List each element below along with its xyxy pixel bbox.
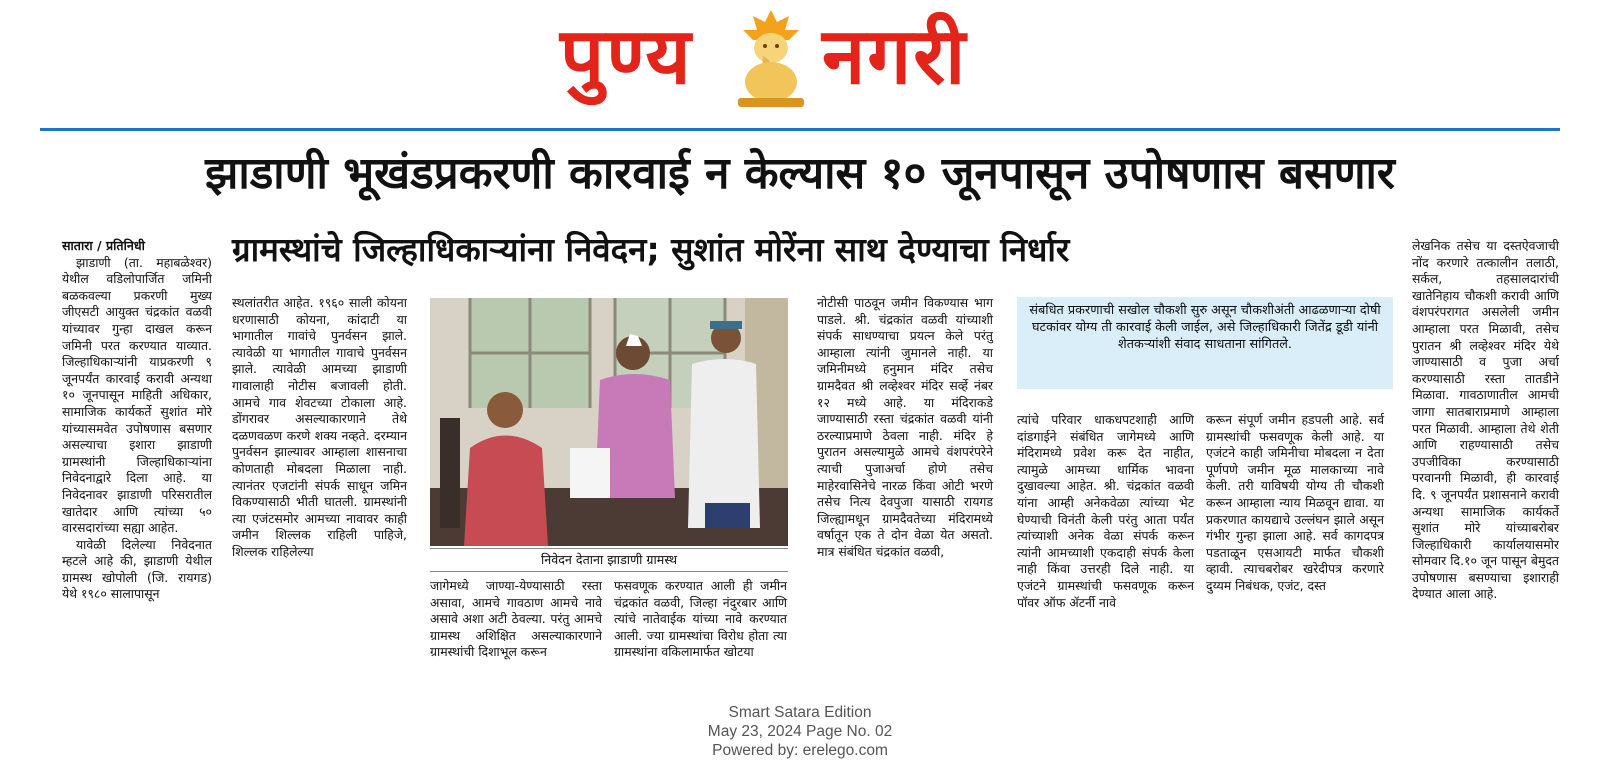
pull-quote-text: संबधित प्रकरणाची सखोल चौकशी सुरु असून चौकशीअंती आढळणाऱ्या दोषी घटकांवर योग्य ती कारवाई केली जाईल, असे जिल्हाधिकारी जितेंद्र डूडी यांनी शेतकऱ्यांशी संवाद साधताना सांगितले. xyxy=(1029,303,1381,353)
article-column-6 xyxy=(1017,412,1194,611)
masthead-title-left: पुण्य xyxy=(560,12,693,102)
masthead xyxy=(0,0,1600,120)
article-column-7 xyxy=(1206,412,1384,595)
article-headline: झाडाणी भूखंडप्रकरणी कारवाई न केल्यास १० जूनपासून उपोषणास बसणार xyxy=(205,148,1395,199)
article-column-2 xyxy=(232,295,407,561)
article-subheadline: ग्रामस्थांचे जिल्हाधिकाऱ्यांना निवेदन; सुशांत मोरेंना साथ देण्याचा निर्धार xyxy=(232,230,1070,269)
article-paragraph: नोटीसी पाठवून जमीन विकण्यास भाग पाडले. श्री. चंद्रकांत वळवी यांच्याशी संपर्क साधण्याचा प्रयत्न केले परंतु आम्हाला त्यांनी जुमानले नाही. या जमिनीमध्ये हनुमान मंदिर तसेच ग्रामदैवत श्री लव्हेश्वर मंदिर सर्व्हे नंबर १२ मध्ये आहे. या मंदिराकडे जाण्यासाठी रस्ता चंद्रकांत वळवी यांनी ठरल्याप्रमाणे ठेवला नाही. मंदिर हे पुरातन असल्यामुळे आमचे वंशपरंपरेने त्याची पुजाअर्चा होणे तसेच माहेरवासिनेचे नारळ किंवा ओटी भरणे तसेच नित्य देवपुजा यासाठी रायगड जिल्ह्यामधून ग्रामदैवतेच्या मंदिरामध्ये वर्षातून एक ते दोन वेळा येत असतो. मात्र संबंधित चंद्रकांत वळवी, xyxy=(817,295,993,559)
footer-edition: Smart Satara Edition xyxy=(728,704,872,721)
article-column-4 xyxy=(614,578,787,661)
article-paragraph: त्यांचे परिवार धाकधपटशाही आणि दांडगाईने संबंधित जागेमध्ये आणि मंदिरामध्ये प्रवेश करू देत नाहीत, त्यामुळे आमच्या धार्मिक भावना दुखावल्या आहेत. श्री. चंद्रकांत वळवी यांना आम्ही अनेकवेळा त्यांच्या भेट घेण्याची विनंती केली परंतु आता पर्यंत त्यांच्याशी अनेक वेळा संपर्क करून त्यांनी आमच्याशी एकदाही संपर्क केला नाही किंवा उत्तरही दिले नाही. या एजंटने ग्रामस्थांची फसवणूक करून पॉवर ऑफ ॲटर्नी नावे xyxy=(1017,412,1194,610)
article-paragraph: झाडाणी (ता. महाबळेश्वर) येथील वडिलोपार्जित जमिनी बळकवल्या प्रकरणी मुख्य जीएसटी आयुक्त चंद्रकांत वळवी यांच्यावर गुन्हा दाखल करून जमिनी परत करण्यात याव्यात. जिल्हाधिकाऱ्यांनी याप्रकरणी ९ जूनपर्यंत कारवाई करावी अन्यथा १० जूनपासून माहिती अधिकार, सामाजिक कार्यकर्ते सुशांत मोरे यांच्यासमवेत उपोषणास बसणार असल्याचा इशारा झाडाणी ग्रामस्थांनी जिल्हाधिकाऱ्यांना निवेदनाद्वारे दिला आहे. या निवेदनावर झाडाणी परिसरातील खातेदार आणि त्यांच्या ५० वारसदारांच्या सह्या आहेत. xyxy=(62,254,212,536)
article-column-1 xyxy=(62,238,212,603)
article-paragraph: लेखनिक तसेच या दस्तऐवजाची नोंद करणारे तत्कालीन तलाठी, सर्कल, तहसालदारांची खातेनिहाय चौकशी करावी आणि वंशपरंपरागत असलेली जमीन आम्हाला परत मिळावी, तसेच पुरातन श्री लव्हेश्वर मंदिर येथे जाण्यासाठी व पुजा अर्चा करण्यासाठी रस्ता तातडीने मिळावा. गावठाणातील आमची जागा सातबाराप्रमाणे आम्हाला परत मिळावी. आम्हाला तेथे शेती आणि राहण्यासाठी तसेच उपजीविका करण्यासाठी परवानगी मिळावी, ही कारवाई दि. ९ जूनपर्यंत प्रशासनाने करावी अन्यथा सामाजिक कार्यकर्ते सुशांत मोरे यांच्याबरोबर जिल्हाधिकारी कार्यालयासमोर सोमवार दि.१० जून पासून बेमुदत उपोषणास बसण्याचा इशाराही देण्यात आला आहे. xyxy=(1412,238,1559,602)
footer-powered-by: Powered by: erelego.com xyxy=(712,742,888,759)
photo-caption: निवेदन देताना झाडाणी ग्रामस्थ xyxy=(430,548,788,572)
article-paragraph: फसवणूक करण्यात आली ही जमीन चंद्रकांत वळवी, जिल्हा नंदुरबार आणि त्यांचे नातेवाईक यांच्या नावे करण्यात आली. ज्या ग्रामस्थांचा विरोध होता त्या ग्रामस्थांना वकिलामार्फत खोटया xyxy=(614,578,787,660)
article-column-3 xyxy=(430,578,602,661)
photo-block xyxy=(430,298,788,570)
article-paragraph: स्थलांतरीत आहेत. १९६० साली कोयना धरणासाठी कोयना, कांदाटी या भागातील गावांचे पुनर्वसन झाले. त्यावेळी या भागातील गावाचे पुनर्वसन झाले. त्यावेळी आमच्या झाडाणी गावालाही नोटीस बजावली होती. आमचे गाव शेवटच्या टोकाला आहे. डोंगरावर असल्याकारणाने तेथे दळणवळण करणे शक्य नव्हते. दरम्यान पुनर्वसन झाल्यावर आम्हाला शासनाचा कोणताही मोबदला मिळाला नाही. त्यानंतर एजटांनी संपर्क साधून जमिन विकण्यासाठी भीती घातली. ग्रामस्थांनी त्या एजंटसमोर आमच्या नावावर काही जमीन शिल्लक राहिली पाहिजे, शिल्लक राहिलेल्या xyxy=(232,295,407,559)
article-column-8 xyxy=(1412,238,1559,603)
masthead-title-right: नगरी xyxy=(822,12,968,102)
article-paragraph: जागेमध्ये जाण्या-येण्यासाठी रस्ता असावा, आमचे गावठाण आमचे नावे असावे अशा अटी ठेवल्या. परंतु आमचे ग्रामस्थ अशिक्षित असल्याकारणाने ग्रामस्थांची दिशाभूल करून xyxy=(430,578,602,660)
article-dateline: सातारा / प्रतिनिधी xyxy=(62,238,145,253)
edition-footer xyxy=(0,703,1600,760)
pull-quote-box xyxy=(1017,297,1393,389)
photo-villagers-submitting-memorandum xyxy=(430,298,788,546)
article-column-5 xyxy=(817,295,993,561)
article-paragraph: यावेळी दिलेल्या निवेदनात म्हटले आहे की, झाडाणी येथील ग्रामस्थ खोपोली (जि. रायगड) येथे १९८० सालापासून xyxy=(62,536,212,602)
article-paragraph: करून संपूर्ण जमीन हडपली आहे. सर्व ग्रामस्थांची फसवणूक केली आहे. या एजंटने काही जमिनीचा मोबदला न देता पूर्णपणे जमीन मूळ मालकाच्या नावे केली. तरी याविषयी योग्य ती चौकशी करून आम्हाला न्याय मिळवून द्यावा. या प्रकरणात कायद्याचे उल्लंघन झाले असून गंभीर गुन्हा झाला आहे. सर्व कागदपत्र पडताळून एसआयटी मार्फत चौकशी व्हावी. त्याचबरोबर खरेदीपत्र करणारे दुय्यम निबंधक, एजंट, दस्त xyxy=(1206,412,1384,593)
footer-date-page: May 23, 2024 Page No. 02 xyxy=(707,723,893,740)
header-rule xyxy=(40,128,1560,131)
ganesha-logo-icon xyxy=(728,6,814,110)
